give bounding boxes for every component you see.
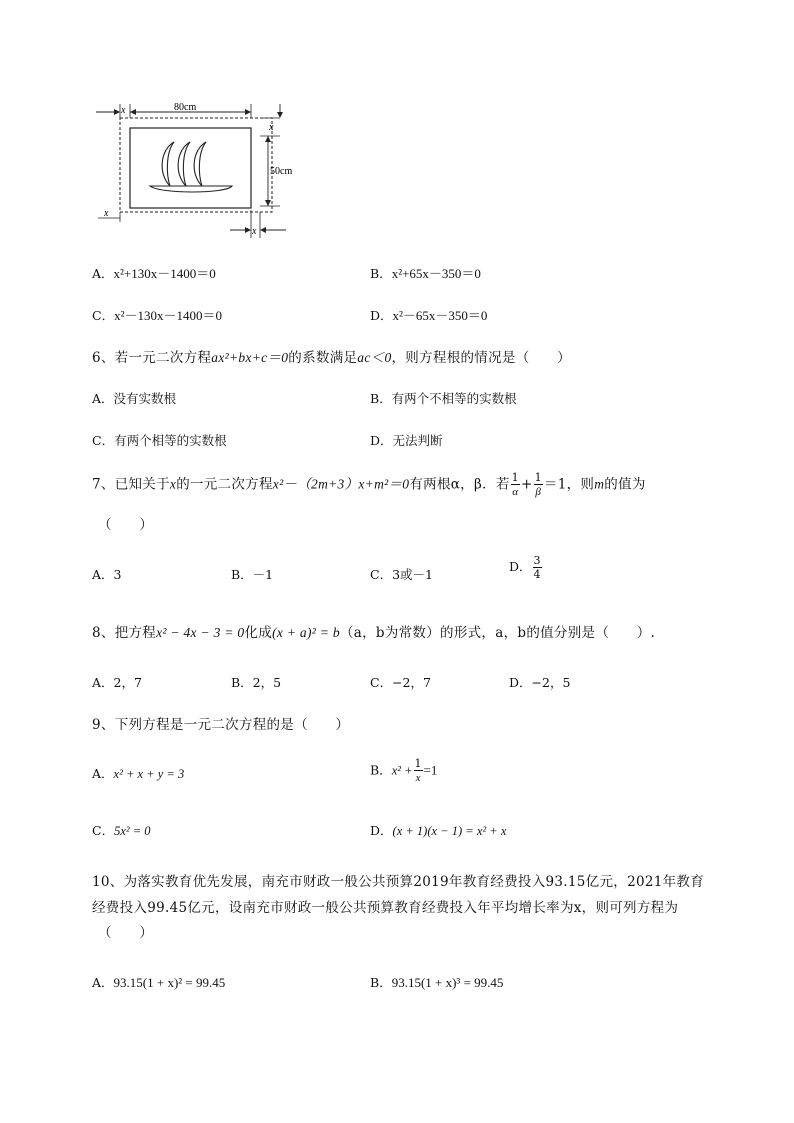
- q8-stem: 8、把方程x² − 4x − 3 = 0化成(x + a)² = b（a，b为常数）的形式，a，b的值分别是（ ）.: [92, 625, 656, 641]
- q6-option-c[interactable]: C．有两个相等的实数根: [92, 433, 227, 448]
- q6-option-d[interactable]: D．无法判断: [370, 433, 443, 448]
- q10-stem-line1: 10、为落实教育优先发展，南充市财政一般公共预算2019年教育经费投入93.15亿元，2021年教育: [92, 874, 705, 890]
- q8-option-d[interactable]: D．−2，5: [509, 675, 571, 690]
- q9-option-c[interactable]: C．5x² = 0: [92, 823, 151, 838]
- q7-stem: 7、已知关于x的一元二次方程x²－（2m+3）x+m²＝0有两根α，β．若 $\frac{1}{\alpha}$ + $\frac{1}{\beta}$ ＝1，则m的值为: [92, 471, 646, 498]
- figure-label-x-top: x: [121, 105, 126, 116]
- figure-label-50cm: 50cm: [270, 166, 293, 177]
- q10-option-a[interactable]: A．93.15(1 + x)² = 99.45: [92, 975, 226, 990]
- q9-stem: 9、下列方程是一元二次方程的是（ ）: [92, 717, 350, 733]
- q6-stem: 6、若一元二次方程ax²+bx+c＝0的系数满足ac＜0，则方程根的情况是（ ）: [92, 350, 571, 366]
- q7-frac-beta: $\frac{1}{\beta}$: [534, 471, 542, 498]
- q8-option-b[interactable]: B．2，5: [231, 675, 282, 690]
- q10-option-b[interactable]: B．93.15(1 + x)³ = 99.45: [370, 975, 504, 990]
- q8-option-c[interactable]: C．−2，7: [370, 675, 431, 690]
- inner-picture-rect: [130, 128, 251, 208]
- figure-label-x-bottom-left: x: [104, 208, 109, 219]
- q9-option-b-frac: $\frac{1}{x}$: [414, 757, 422, 784]
- q9-option-d[interactable]: D．(x + 1)(x − 1) = x² + x: [370, 823, 507, 838]
- q7-option-b[interactable]: B．－1: [231, 567, 274, 582]
- q6-option-a[interactable]: A．没有实数根: [92, 391, 177, 406]
- q9-option-a[interactable]: A．x² + x + y = 3: [92, 766, 185, 781]
- sailboat-frame-figure: [90, 100, 310, 240]
- sails-drawing: [150, 142, 232, 192]
- figure-label-x-right: x: [269, 122, 274, 133]
- q8-option-a[interactable]: A．2，7: [92, 675, 142, 690]
- q10-answer-paren: （ ）: [98, 925, 154, 941]
- figure-label-x-bottom-right: x: [252, 226, 257, 237]
- q7-option-a[interactable]: A．3: [92, 567, 122, 582]
- q7-option-d-frac: $\frac{3}{4}$: [533, 554, 541, 581]
- q10-stem-line2: 经费投入99.45亿元，设南充市财政一般公共预算教育经费投入年平均增长率为x，则可列方程为: [92, 900, 679, 916]
- outer-dashed-rect: [120, 118, 272, 212]
- figure-label-80cm: 80cm: [174, 102, 197, 113]
- q5-option-b[interactable]: B．x²+65x－350＝0: [370, 266, 481, 281]
- q7-option-d[interactable]: D． $\frac{3}{4}$: [509, 554, 541, 581]
- q5-option-c[interactable]: C．x²－130x－1400＝0: [92, 308, 222, 323]
- q9-option-b[interactable]: B．x² + $\frac{1}{x}$ =1: [370, 757, 438, 784]
- q7-frac-alpha: $\frac{1}{\alpha}$: [511, 471, 519, 498]
- q5-option-d[interactable]: D．x²－65x－350＝0: [370, 308, 488, 323]
- q6-option-b[interactable]: B．有两个不相等的实数根: [370, 391, 517, 406]
- q7-option-c[interactable]: C．3或－1: [370, 567, 433, 582]
- q7-answer-paren: （ ）: [98, 517, 154, 533]
- q5-option-a[interactable]: A．x²+130x－1400＝0: [92, 266, 216, 281]
